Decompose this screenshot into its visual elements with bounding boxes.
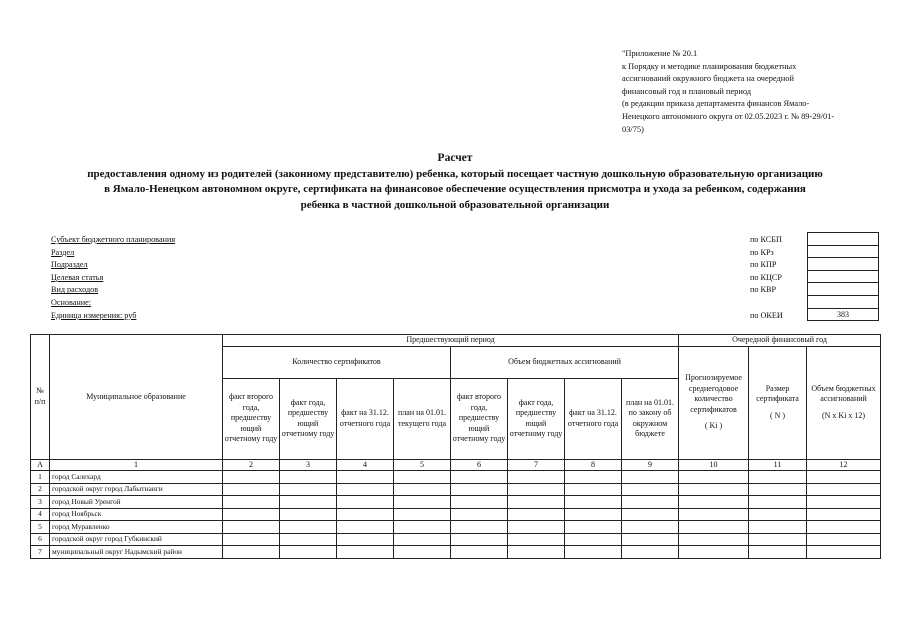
value-cell[interactable] <box>223 521 280 534</box>
value-cell[interactable] <box>337 508 394 521</box>
value-cell[interactable] <box>807 483 881 496</box>
value-cell[interactable] <box>337 471 394 484</box>
value-cell[interactable] <box>508 471 565 484</box>
value-cell[interactable] <box>679 483 749 496</box>
value-cell[interactable] <box>508 496 565 509</box>
header-budget-volume: Объем бюджетных ассигнований <box>451 346 679 378</box>
value-cell[interactable] <box>337 521 394 534</box>
value-cell[interactable] <box>622 533 679 546</box>
header-formula: (N x Ki x 12) <box>821 410 866 420</box>
value-cell[interactable] <box>622 496 679 509</box>
title-line: в Ямало-Ненецком автономном округе, сертификата на финансовое обеспечение осуществления присмотра и ухода за ребенком, содержания <box>104 183 806 195</box>
table-row <box>31 496 881 509</box>
appendix-line: "Приложение № 20.1 <box>622 49 698 58</box>
value-cell[interactable] <box>451 521 508 534</box>
value-cell[interactable] <box>565 483 622 496</box>
meta-field: Раздел <box>51 247 75 257</box>
col-number: 10 <box>679 459 749 471</box>
table-row <box>31 521 881 534</box>
code-cell[interactable] <box>808 258 879 271</box>
value-cell[interactable] <box>394 483 451 496</box>
value-cell[interactable] <box>337 533 394 546</box>
value-cell[interactable] <box>679 521 749 534</box>
value-cell[interactable] <box>451 496 508 509</box>
col-number: 12 <box>807 459 881 471</box>
row-number: 3 <box>31 496 50 509</box>
header-col-7: факт на 31.12. отчетного года <box>565 378 622 459</box>
value-cell[interactable] <box>223 546 280 559</box>
value-cell[interactable] <box>807 521 881 534</box>
row-number: 5 <box>31 521 50 534</box>
col-number: 3 <box>280 459 337 471</box>
header-text: Прогнозируемое среднегодовое количество сертификатов <box>685 373 742 414</box>
col-number: 5 <box>394 459 451 471</box>
row-municipality: город Салехард <box>50 471 223 484</box>
value-cell[interactable] <box>749 483 807 496</box>
value-cell[interactable] <box>280 521 337 534</box>
value-cell[interactable] <box>394 521 451 534</box>
row-number: 7 <box>31 546 50 559</box>
code-label: по КРз <box>750 247 774 257</box>
table-row <box>31 508 881 521</box>
title-line: ребенка в частной дошкольной образовательной организации <box>300 198 610 211</box>
col-number: 8 <box>565 459 622 471</box>
header-next-year: Очередной финансовый год <box>679 335 881 347</box>
col-number: 7 <box>508 459 565 471</box>
value-cell[interactable] <box>807 496 881 509</box>
appendix-line: ассигнований окружного бюджета на очередной <box>622 74 794 84</box>
calculation-table <box>30 334 881 559</box>
header-col-10 <box>749 346 807 459</box>
col-number: 11 <box>749 459 807 471</box>
header-col-8: план на 01.01. по закону об окружном бюджете <box>622 378 679 459</box>
value-cell[interactable] <box>223 496 280 509</box>
value-cell[interactable] <box>394 471 451 484</box>
appendix-line: (в редакции приказа департамента финансов Ямало- <box>622 99 810 109</box>
meta-field: Основание: <box>51 297 92 307</box>
value-cell[interactable] <box>749 471 807 484</box>
header-formula: ( Ki ) <box>704 421 723 431</box>
document-title <box>40 151 870 213</box>
row-number: 1 <box>31 471 50 484</box>
value-cell[interactable] <box>280 471 337 484</box>
header-col-1: факт второго года, предшеству ющий отчетному году <box>223 378 280 459</box>
codes-box <box>807 232 879 321</box>
value-cell[interactable] <box>622 521 679 534</box>
code-label: по КСБП <box>750 235 782 244</box>
row-municipality: муниципальный округ Надымский район <box>50 546 223 559</box>
code-label: по КЦСР <box>750 272 782 282</box>
value-cell[interactable] <box>394 533 451 546</box>
value-cell[interactable] <box>679 508 749 521</box>
meta-field: Субъект бюджетного планирования <box>51 235 176 244</box>
value-cell[interactable] <box>807 533 881 546</box>
appendix-line: к Порядку и методике планирования бюджетных <box>622 61 797 71</box>
value-cell[interactable] <box>280 483 337 496</box>
table-row <box>31 483 881 496</box>
value-cell[interactable] <box>565 533 622 546</box>
appendix-line: 03/75) <box>622 124 644 134</box>
row-number: 2 <box>31 483 50 496</box>
okei-cell: 383 <box>808 308 879 321</box>
row-municipality: городской округ город Лабытнанги <box>50 483 223 496</box>
header-text: Размер сертификата <box>756 383 799 404</box>
appendix-line: финансовый год и плановый период <box>622 86 752 96</box>
value-cell[interactable] <box>451 508 508 521</box>
row-number: 4 <box>31 508 50 521</box>
value-cell[interactable] <box>508 483 565 496</box>
col-number: 9 <box>622 459 679 471</box>
value-cell[interactable] <box>807 546 881 559</box>
value-cell[interactable] <box>749 521 807 534</box>
title-heading: Расчет <box>437 152 473 164</box>
header-num: № п/п <box>31 335 50 460</box>
meta-fields <box>51 234 175 322</box>
meta-field: Подраздел <box>51 260 88 270</box>
col-number: 2 <box>223 459 280 471</box>
value-cell[interactable] <box>508 546 565 559</box>
value-cell[interactable] <box>394 546 451 559</box>
value-cell[interactable] <box>622 508 679 521</box>
value-cell[interactable] <box>508 508 565 521</box>
meta-field: Единица измерения: руб <box>51 310 137 320</box>
header-cert-count: Количество сертификатов <box>223 346 451 378</box>
title-line: предоставления одному из родителей (законному представителю) ребенка, который посещает частную дошкольную образовательную организацию <box>87 167 823 180</box>
value-cell[interactable] <box>337 496 394 509</box>
value-cell[interactable] <box>622 471 679 484</box>
header-prev-period: Предшествующий период <box>223 335 679 347</box>
row-municipality: город Новый Уренгой <box>50 496 223 509</box>
col-number: 6 <box>451 459 508 471</box>
value-cell[interactable] <box>679 471 749 484</box>
code-cell[interactable] <box>808 283 879 296</box>
value-cell[interactable] <box>679 496 749 509</box>
value-cell[interactable] <box>622 483 679 496</box>
value-cell[interactable] <box>280 546 337 559</box>
value-cell[interactable] <box>394 508 451 521</box>
value-cell[interactable] <box>565 508 622 521</box>
value-cell[interactable] <box>337 546 394 559</box>
col-number: А <box>31 459 50 471</box>
meta-field: Вид расходов <box>51 285 99 295</box>
value-cell[interactable] <box>508 533 565 546</box>
value-cell[interactable] <box>223 471 280 484</box>
col-number: 4 <box>337 459 394 471</box>
row-municipality: город Муравленко <box>50 521 223 534</box>
value-cell[interactable] <box>451 533 508 546</box>
value-cell[interactable] <box>807 508 881 521</box>
value-cell[interactable] <box>565 521 622 534</box>
header-col-9 <box>679 346 749 459</box>
value-cell[interactable] <box>679 533 749 546</box>
value-cell[interactable] <box>223 533 280 546</box>
row-municipality: город Ноябрьск <box>50 508 223 521</box>
code-cell[interactable] <box>808 245 879 258</box>
value-cell[interactable] <box>280 533 337 546</box>
value-cell[interactable] <box>451 471 508 484</box>
value-cell[interactable] <box>451 546 508 559</box>
table-row <box>31 546 881 559</box>
value-cell[interactable] <box>280 508 337 521</box>
code-cell[interactable] <box>808 233 879 246</box>
value-cell[interactable] <box>749 533 807 546</box>
header-col-11 <box>807 346 881 459</box>
value-cell[interactable] <box>679 546 749 559</box>
col-number: 1 <box>50 459 223 471</box>
table-row <box>31 471 881 484</box>
value-cell[interactable] <box>749 546 807 559</box>
value-cell[interactable] <box>223 483 280 496</box>
header-formula: ( N ) <box>769 410 786 420</box>
header-text: Объем бюджетных ассигнований <box>811 383 876 404</box>
code-label: по ОКЕИ <box>750 310 783 320</box>
code-labels <box>750 234 783 322</box>
header-col-4: план на 01.01. текущего года <box>394 378 451 459</box>
code-label: по КПР <box>750 260 777 270</box>
row-municipality: городской округ город Губкинский <box>50 533 223 546</box>
value-cell[interactable] <box>508 521 565 534</box>
value-cell[interactable] <box>223 508 280 521</box>
column-number-row <box>31 459 881 471</box>
value-cell[interactable] <box>565 471 622 484</box>
header-col-2: факт года, предшеству ющий отчетному году <box>280 378 337 459</box>
value-cell[interactable] <box>565 496 622 509</box>
value-cell[interactable] <box>565 546 622 559</box>
code-label <box>750 297 783 310</box>
value-cell[interactable] <box>749 496 807 509</box>
header-municipality: Муниципальное образование <box>50 335 223 460</box>
value-cell[interactable] <box>280 496 337 509</box>
meta-field: Целевая статья <box>51 272 104 282</box>
value-cell[interactable] <box>337 483 394 496</box>
appendix-line: Ненецкого автономного округа от 02.05.2023 г. № 89-29/01- <box>622 111 835 121</box>
value-cell[interactable] <box>451 483 508 496</box>
value-cell[interactable] <box>622 546 679 559</box>
header-col-3: факт на 31.12. отчетного года <box>337 378 394 459</box>
value-cell[interactable] <box>749 508 807 521</box>
header-col-6: факт года, предшеству ющий отчетному году <box>508 378 565 459</box>
value-cell[interactable] <box>807 471 881 484</box>
value-cell[interactable] <box>394 496 451 509</box>
code-label: по КВР <box>750 285 776 295</box>
code-cell[interactable] <box>808 295 879 308</box>
row-number: 6 <box>31 533 50 546</box>
code-cell[interactable] <box>808 270 879 283</box>
header-col-5: факт второго года, предшеству ющий отчетному году <box>451 378 508 459</box>
table-row <box>31 533 881 546</box>
appendix-note <box>622 48 884 136</box>
